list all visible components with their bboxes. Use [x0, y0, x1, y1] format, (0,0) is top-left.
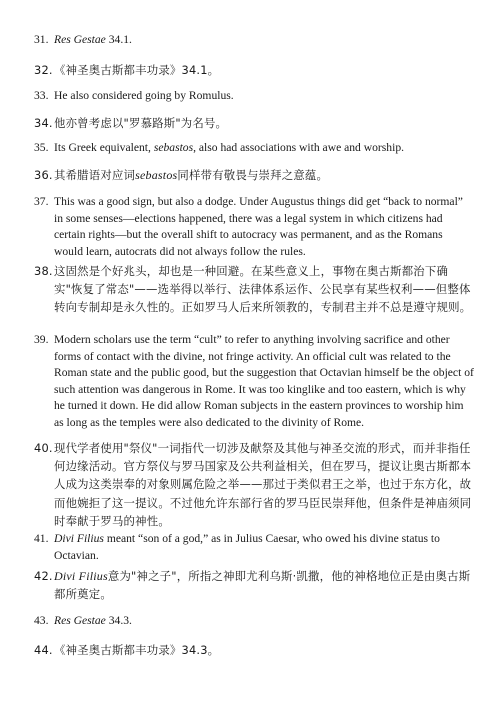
note-text: 《神圣奥古斯都丰功录》34.3。	[54, 643, 220, 657]
note-number: 38.	[34, 264, 53, 278]
note-italic-title: Divi Filius	[54, 569, 108, 583]
note-italic-title: sebastos	[153, 141, 194, 154]
note-number: 33.	[34, 89, 49, 102]
note-37	[34, 194, 474, 260]
note-43	[34, 613, 474, 630]
note-text: 34.3.	[105, 614, 132, 627]
note-number: 35.	[34, 141, 49, 154]
note-text: 同样带有敬畏与崇拜之意蕴。	[177, 168, 329, 182]
note-36	[34, 166, 474, 184]
note-number: 32.	[34, 63, 53, 77]
note-number: 34.	[34, 116, 53, 130]
note-text: 34.1.	[105, 33, 132, 46]
note-40	[34, 439, 474, 530]
note-text: meant “son of a god,” as in Julius Caesar, who owed his divine status to Octavian.	[54, 532, 440, 562]
note-text: This was a good sign, but also a dodge. Under Augustus things did get “back to normal” in some senses—elections happened, there was a legal system in which citizens had certain rights—but the overall shift to autocracy was permanent, and as the Romans would learn, autocrats did not always follow the rules.	[54, 195, 463, 258]
note-text: He also considered going by Romulus.	[54, 89, 234, 102]
note-text: 他亦曾考虑以"罗慕路斯"为名号。	[54, 116, 228, 130]
note-italic-title: Res Gestae	[54, 614, 106, 627]
note-39	[34, 332, 474, 432]
note-number: 41.	[34, 532, 49, 545]
note-number: 37.	[34, 195, 49, 208]
note-38	[34, 262, 474, 317]
note-italic-title: sebastos	[135, 168, 178, 182]
note-text: 《神圣奥古斯都丰功录》34.1。	[54, 63, 220, 77]
note-number: 44.	[34, 643, 53, 657]
note-number: 36.	[34, 168, 53, 182]
note-33	[34, 88, 474, 105]
note-italic-title: Divi Filius	[54, 532, 104, 545]
note-number: 40.	[34, 441, 53, 455]
note-number: 31.	[34, 33, 49, 46]
note-32	[34, 61, 474, 79]
note-text: 意为"神之子"，所指之神即尤利乌斯·凯撒，他的神格地位正是由奥古斯都所奠定。	[54, 569, 471, 602]
note-text: 现代学者使用"祭仪"一词指代一切涉及献祭及其他与神圣交流的形式，而并非指任何边缘活动。官方祭仪与罗马国家及公共利益相关，但在罗马，提议让奥古斯都本人成为这类崇奉的对象则属危险之举——那过于类似君王之举，也过于东方化，故而他婉拒了这一提议。不过他允许东部行省的罗马臣民崇拜他，但条件是神庙须同时奉献于罗马的神性。	[54, 441, 472, 528]
note-44	[34, 641, 474, 659]
note-34	[34, 114, 474, 132]
note-42	[34, 567, 474, 603]
note-text: 其希腊语对应词	[54, 168, 136, 182]
note-number: 43.	[34, 614, 49, 627]
note-text: Its Greek equivalent,	[54, 141, 154, 154]
note-text: Modern scholars use the term “cult” to refer to anything involving sacrifice and other forms of contact with the divine, not fringe activity. An official cult was related to the Roman state and the public good, but the suggestion that Octavian himself be the object of such attention was dangerous in Rome. It was too kinglike and too eastern, which is why he turned it down. He did allow Roman subjects in the eastern provinces to worship him as long as the temples were also dedicated to the divinity of Rome.	[54, 333, 474, 429]
note-text: 这固然是个好兆头，却也是一种回避。在某些意义上，事物在奥古斯都治下确实"恢复了常态"——选举得以举行、法律体系运作、公民享有某些权利——但整体转向专制却是永久性的。正如罗马人后来所领教的，专制君主并不总是遵守规则。	[54, 264, 472, 315]
note-number: 42.	[34, 569, 53, 583]
note-number: 39.	[34, 333, 49, 346]
note-31	[34, 32, 474, 49]
note-41	[34, 531, 474, 564]
note-italic-title: Res Gestae	[54, 33, 106, 46]
note-text: , also had associations with awe and worship.	[193, 141, 405, 154]
note-35	[34, 140, 474, 157]
